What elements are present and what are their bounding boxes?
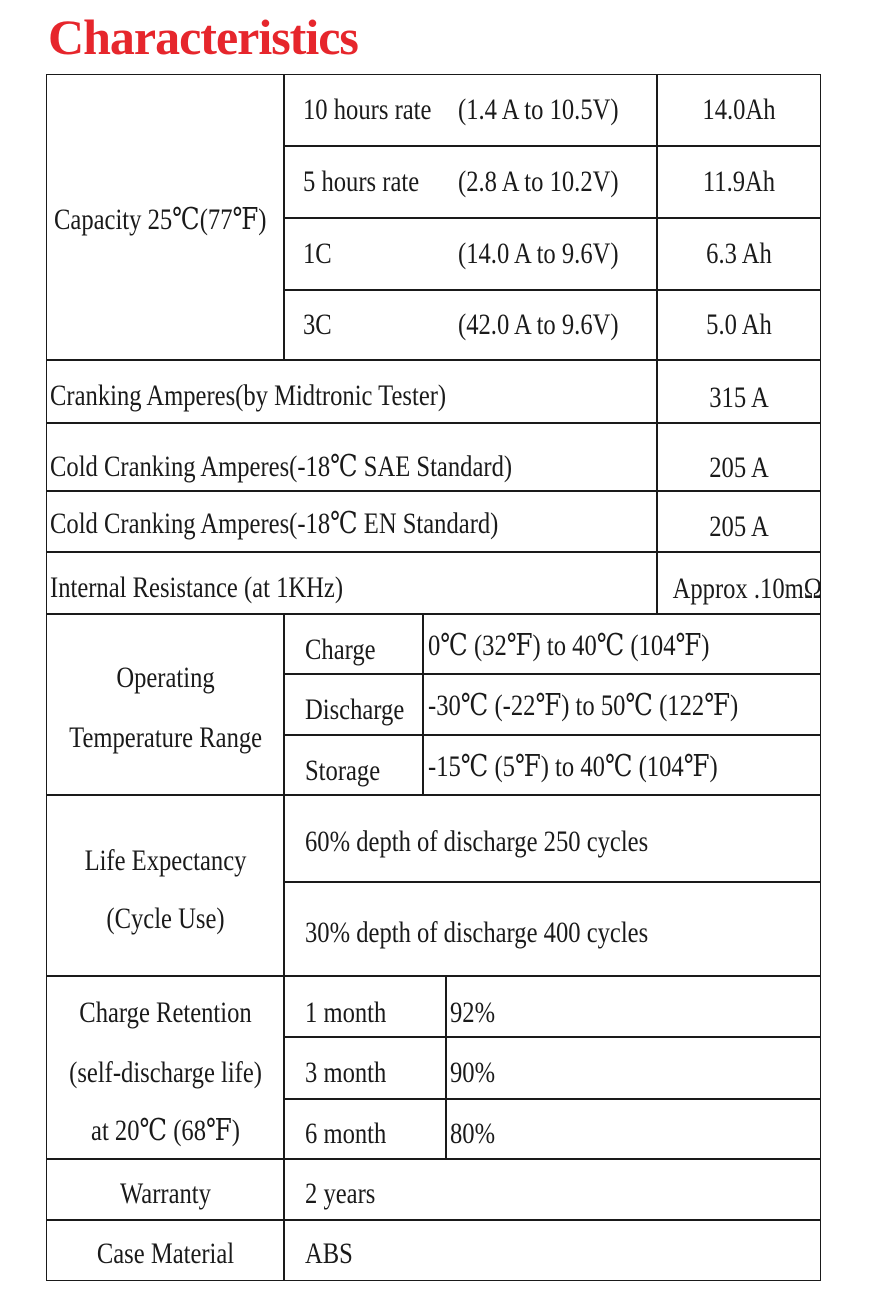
capacity-cond-5h: (2.8 A to 10.2V) xyxy=(458,165,619,198)
row-divider xyxy=(46,422,821,424)
life-label-line1: Life Expectancy xyxy=(84,844,247,877)
row-divider xyxy=(46,490,821,492)
cca-sae-value: 205 A xyxy=(709,451,769,484)
life-row-30: 30% depth of discharge 400 cycles xyxy=(305,916,649,949)
row-divider xyxy=(46,551,821,553)
row-divider xyxy=(285,145,820,147)
life-label-line2: (Cycle Use) xyxy=(106,902,225,935)
page-title: Characteristics xyxy=(48,9,358,65)
operating-range-storage: -15℃ (5℉) to 40℃ (104℉) xyxy=(428,750,718,783)
case-material-label: Case Material xyxy=(96,1237,235,1270)
row-divider xyxy=(46,975,821,977)
row-divider xyxy=(285,1036,820,1038)
resistance-label: Internal Resistance (at 1KHz) xyxy=(50,571,344,604)
operating-mode-charge: Charge xyxy=(305,633,376,666)
row-divider xyxy=(46,359,821,361)
retention-period-6: 6 month xyxy=(305,1117,387,1150)
capacity-rate-3c: 3C xyxy=(303,308,332,341)
operating-label-line1: Operating xyxy=(116,661,215,694)
capacity-cond-1c: (14.0 A to 9.6V) xyxy=(458,237,619,270)
case-material-value: ABS xyxy=(305,1237,353,1270)
capacity-rate-5h: 5 hours rate xyxy=(303,165,420,198)
capacity-value-3c: 5.0 Ah xyxy=(706,308,772,341)
operating-range-discharge: -30℃ (-22℉) to 50℃ (122℉) xyxy=(428,689,739,722)
col-divider xyxy=(283,74,285,360)
cranking-label: Cranking Amperes(by Midtronic Tester) xyxy=(50,379,447,412)
row-divider xyxy=(285,289,820,291)
row-divider xyxy=(285,217,820,219)
retention-label-line3: at 20℃ (68℉) xyxy=(91,1114,240,1147)
operating-mode-discharge: Discharge xyxy=(305,693,405,726)
operating-mode-storage: Storage xyxy=(305,754,381,787)
col-divider xyxy=(422,613,424,795)
retention-period-3: 3 month xyxy=(305,1056,387,1089)
col-divider xyxy=(283,613,285,1280)
retention-label-line2: (self-discharge life) xyxy=(69,1056,262,1089)
retention-value-1: 92% xyxy=(450,996,496,1029)
row-divider xyxy=(46,613,821,615)
capacity-value-1c: 6.3 Ah xyxy=(706,237,772,270)
retention-label-line1: Charge Retention xyxy=(79,996,252,1029)
operating-range-charge: 0℃ (32℉) to 40℃ (104℉) xyxy=(428,629,710,662)
capacity-rate-10h: 10 hours rate xyxy=(303,93,432,126)
capacity-label: Capacity 25℃(77℉) xyxy=(54,203,267,236)
cca-en-value: 205 A xyxy=(709,510,769,543)
capacity-cond-3c: (42.0 A to 9.6V) xyxy=(458,308,619,341)
life-row-60: 60% depth of discharge 250 cycles xyxy=(305,825,649,858)
row-divider xyxy=(285,1098,820,1100)
warranty-value: 2 years xyxy=(305,1177,376,1210)
warranty-label: Warranty xyxy=(120,1177,211,1210)
resistance-value: Approx .10mΩ xyxy=(672,572,823,605)
row-divider xyxy=(285,881,820,883)
row-divider xyxy=(46,1158,821,1160)
cca-en-label: Cold Cranking Amperes(-18℃ EN Standard) xyxy=(50,507,499,540)
retention-period-1: 1 month xyxy=(305,996,387,1029)
retention-value-6: 80% xyxy=(450,1117,496,1150)
col-divider xyxy=(656,74,658,360)
col-divider xyxy=(445,975,447,1159)
capacity-cond-10h: (1.4 A to 10.5V) xyxy=(458,93,619,126)
operating-label-line2: Temperature Range xyxy=(69,721,263,754)
row-divider xyxy=(285,734,820,736)
capacity-value-5h: 11.9Ah xyxy=(702,165,776,198)
capacity-value-10h: 14.0Ah xyxy=(702,93,776,126)
row-divider xyxy=(46,794,821,796)
cranking-value: 315 A xyxy=(709,381,769,414)
capacity-rate-1c: 1C xyxy=(303,237,332,270)
cca-sae-label: Cold Cranking Amperes(-18℃ SAE Standard) xyxy=(50,450,513,483)
row-divider xyxy=(46,1219,821,1221)
retention-value-3: 90% xyxy=(450,1056,496,1089)
col-divider xyxy=(656,359,658,614)
row-divider xyxy=(285,673,820,675)
